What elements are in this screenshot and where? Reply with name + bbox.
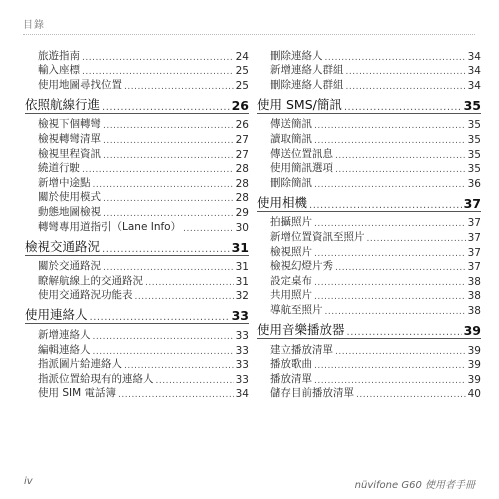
page-number: 37 (467, 261, 481, 274)
dot-leader (82, 53, 234, 63)
dot-leader (156, 376, 234, 386)
toc-entry[interactable] (25, 77, 249, 92)
page-number: 39 (467, 373, 481, 386)
entry-title: 傳送簡訊 (270, 118, 312, 131)
toc-section-heading[interactable] (257, 192, 481, 212)
entry-title: 瞭解航線上的交通路況 (38, 274, 143, 287)
page-number: 26 (231, 97, 249, 113)
page-number: 39 (467, 344, 481, 357)
toc-entry[interactable] (257, 77, 481, 92)
page-number: 28 (235, 177, 249, 190)
page-number: 39 (463, 322, 481, 338)
page-number: 35 (467, 119, 481, 132)
dot-leader (135, 292, 234, 302)
toc-section-heading[interactable] (257, 319, 481, 339)
toc-entry[interactable] (257, 161, 481, 176)
dot-leader (103, 263, 234, 273)
toc-entry[interactable] (257, 131, 481, 146)
toc-entry[interactable] (257, 146, 481, 161)
toc-entry[interactable] (257, 386, 481, 401)
entry-title: 動態地圖檢視 (38, 205, 101, 218)
dot-leader (344, 102, 462, 113)
entry-title: 編輯連絡人 (38, 343, 91, 356)
dot-leader (93, 180, 234, 190)
toc-entry[interactable] (257, 259, 481, 274)
dot-leader (325, 53, 466, 63)
entry-title: 播放歌曲 (270, 358, 312, 371)
page-number: 31 (231, 239, 249, 255)
toc-right-column (257, 48, 481, 400)
page-number: 31 (235, 261, 249, 274)
page-number: 34 (467, 50, 481, 63)
section-title: 依照航線行進 (25, 96, 101, 112)
entry-title: 輸入座標 (38, 64, 80, 77)
dot-leader (124, 82, 234, 92)
dot-leader (325, 307, 466, 317)
page-number: 28 (235, 192, 249, 205)
entry-title: 刪除簡訊 (270, 176, 312, 189)
page-number: 33 (235, 344, 249, 357)
dot-leader (90, 312, 230, 323)
entry-title: 旅遊指南 (38, 49, 80, 62)
dot-leader (82, 165, 234, 175)
entry-title: 繞道行駛 (38, 162, 80, 175)
page-number: 27 (235, 133, 249, 146)
toc-entry[interactable] (25, 371, 249, 386)
dot-leader (124, 361, 234, 371)
dot-leader (314, 180, 466, 190)
toc-section-heading[interactable] (25, 304, 249, 324)
page-number: 38 (467, 304, 481, 317)
entry-title: 使用 SIM 電話簿 (38, 387, 116, 400)
dot-leader (102, 102, 230, 113)
dot-leader (93, 347, 234, 357)
page-number: 34 (467, 79, 481, 92)
dot-leader (346, 82, 466, 92)
section-title: 使用相機 (257, 194, 308, 210)
toc-entry[interactable] (257, 48, 481, 63)
dot-leader (335, 151, 466, 161)
toc-entry[interactable] (25, 259, 249, 274)
toc-entry[interactable] (25, 204, 249, 219)
dot-leader (314, 219, 466, 229)
page-number: 38 (467, 275, 481, 288)
dot-leader (314, 249, 466, 259)
dot-leader (314, 292, 466, 302)
toc-left-column (25, 48, 249, 400)
entry-title: 刪除連絡人群組 (270, 78, 344, 91)
toc-entry[interactable] (257, 175, 481, 190)
entry-title: 播放清單 (270, 372, 312, 385)
entry-title: 新增位置資訊至照片 (270, 230, 365, 243)
dot-leader (314, 136, 466, 146)
page-number: 35 (463, 97, 481, 113)
entry-title: 檢視轉彎清單 (38, 132, 101, 145)
toc-entry[interactable] (25, 117, 249, 132)
page-number: 37 (467, 231, 481, 244)
page-number: 25 (235, 65, 249, 78)
dot-leader (103, 121, 234, 131)
toc-entry[interactable] (25, 146, 249, 161)
dot-leader (145, 278, 234, 288)
dot-leader (346, 67, 466, 77)
page-number: 35 (467, 148, 481, 161)
entry-title: 儲存目前播放清單 (270, 387, 354, 400)
entry-title: 導航至照片 (270, 303, 323, 316)
entry-title: 讀取簡訊 (270, 132, 312, 145)
section-title: 檢視交通路況 (25, 238, 101, 254)
entry-title: 使用簡訊選項 (270, 162, 333, 175)
toc-entry[interactable] (25, 175, 249, 190)
page-number: 33 (235, 373, 249, 386)
entry-title: 檢視下個轉彎 (38, 118, 101, 131)
dot-leader (103, 194, 234, 204)
toc-entry[interactable] (257, 117, 481, 132)
toc-entry[interactable] (257, 302, 481, 317)
dot-leader (103, 136, 234, 146)
dot-leader (118, 390, 234, 400)
section-title: 使用 SMS/簡訊 (257, 96, 342, 112)
page-number: 25 (235, 79, 249, 92)
toc-entry[interactable] (25, 357, 249, 372)
entry-title: 指派位置給現有的連絡人 (38, 372, 154, 385)
page-number: 28 (235, 163, 249, 176)
entry-title: 新增中途點 (38, 176, 91, 189)
page-number: 36 (467, 177, 481, 190)
toc-entry[interactable] (257, 215, 481, 230)
entry-title: 使用交通路況功能表 (38, 289, 133, 302)
entry-title: 拍攝照片 (270, 216, 312, 229)
dot-leader (314, 121, 466, 131)
dot-leader (367, 234, 466, 244)
toc-entry[interactable] (257, 342, 481, 357)
toc-entry[interactable] (25, 327, 249, 342)
entry-title: 共用照片 (270, 289, 312, 302)
dot-leader (93, 332, 234, 342)
page-number: 27 (235, 148, 249, 161)
page-number: 33 (235, 359, 249, 372)
footer-product-title: nüvifone G60 使用者手冊 (354, 480, 475, 491)
toc-entry[interactable] (25, 288, 249, 303)
page-number: 35 (467, 163, 481, 176)
toc-entry[interactable] (257, 229, 481, 244)
footer-page-number: iv (24, 476, 33, 487)
toc-entry[interactable] (25, 190, 249, 205)
toc-section-heading[interactable] (257, 94, 481, 114)
dot-leader (356, 390, 466, 400)
dot-leader (82, 67, 234, 77)
dot-leader (335, 347, 466, 357)
dot-leader (314, 278, 466, 288)
toc-entry[interactable] (257, 273, 481, 288)
dot-leader (335, 165, 466, 175)
page-number: 33 (231, 308, 249, 324)
entry-title: 使用地圖尋找位置 (38, 78, 122, 91)
dot-leader (183, 224, 234, 234)
toc-entry[interactable] (257, 357, 481, 372)
page-number: 40 (467, 388, 481, 401)
page-number: 30 (235, 221, 249, 234)
page-number: 34 (467, 65, 481, 78)
page-number: 33 (235, 329, 249, 342)
toc-entry[interactable] (25, 63, 249, 78)
toc-section-heading[interactable] (25, 94, 249, 114)
page-number: 29 (235, 206, 249, 219)
page-number: 32 (235, 290, 249, 303)
page-number: 35 (467, 133, 481, 146)
entry-title: 檢視里程資訊 (38, 147, 101, 160)
page-number: 38 (467, 290, 481, 303)
entry-title: 關於交通路況 (38, 260, 101, 273)
toc-entry[interactable] (25, 48, 249, 63)
toc-entry[interactable] (25, 386, 249, 401)
dot-leader (103, 209, 234, 219)
entry-title: 指派圖片給連絡人 (38, 358, 122, 371)
entry-title: 檢視照片 (270, 245, 312, 258)
toc-entry[interactable] (257, 371, 481, 386)
header-title: 目錄 (23, 20, 45, 31)
page-number: 24 (235, 50, 249, 63)
dot-leader (335, 263, 466, 273)
toc-entry[interactable] (25, 342, 249, 357)
page-number: 26 (235, 119, 249, 132)
entry-title: 建立播放清單 (270, 343, 333, 356)
dot-leader (314, 361, 466, 371)
dot-leader (314, 376, 466, 386)
page-number: 31 (235, 275, 249, 288)
toc-section-heading[interactable] (25, 236, 249, 256)
toc-entry[interactable] (257, 244, 481, 259)
section-title: 使用連絡人 (25, 307, 88, 323)
section-title: 使用音樂播放器 (257, 321, 345, 337)
entry-title: 新增連絡人群組 (270, 64, 344, 77)
dot-leader (103, 151, 234, 161)
page-header (23, 16, 475, 35)
entry-title: 刪除連絡人 (270, 49, 323, 62)
entry-title: 關於使用模式 (38, 191, 101, 204)
entry-title: 檢視幻燈片秀 (270, 260, 333, 273)
entry-title: 轉彎專用道指引（Lane Info） (38, 220, 182, 233)
entry-title: 設定桌布 (270, 274, 312, 287)
toc-entry[interactable] (25, 131, 249, 146)
toc-entry[interactable] (25, 273, 249, 288)
toc-entry[interactable] (25, 219, 249, 234)
dot-leader (102, 244, 230, 255)
toc-entry[interactable] (25, 161, 249, 176)
toc-entry[interactable] (257, 63, 481, 78)
dot-leader (347, 327, 462, 338)
page-number: 37 (463, 195, 481, 211)
toc-entry[interactable] (257, 288, 481, 303)
page-number: 37 (467, 246, 481, 259)
entry-title: 傳送位置訊息 (270, 147, 333, 160)
page-number: 34 (235, 388, 249, 401)
entry-title: 新增連絡人 (38, 328, 91, 341)
page-number: 39 (467, 359, 481, 372)
page-number: 37 (467, 217, 481, 230)
dot-leader (309, 200, 462, 211)
